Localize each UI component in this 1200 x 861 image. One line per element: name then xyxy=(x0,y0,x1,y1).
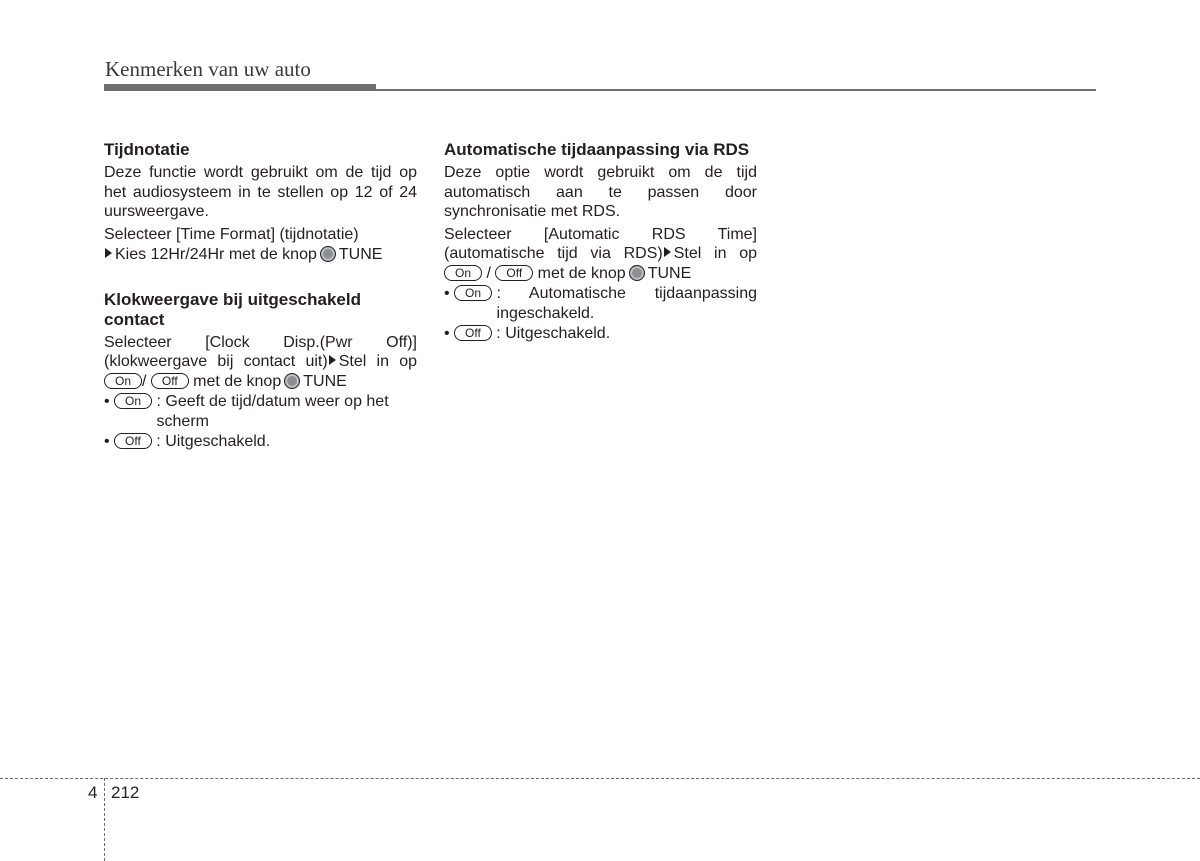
on-button-icon: On xyxy=(104,373,142,389)
instruction-paragraph xyxy=(444,225,757,284)
bullet-text: : Uitgeschakeld. xyxy=(496,325,611,342)
separator: / xyxy=(486,264,491,282)
off-button-icon: Off xyxy=(151,373,189,389)
bullet-item: • Off : Uitgeschakeld. xyxy=(104,432,417,452)
tune-label: TUNE xyxy=(303,372,347,390)
right-triangle-icon xyxy=(105,248,112,258)
paragraph: Deze functie wordt gebruikt om de tijd op het audiosysteem in te stellen op 12 of 24 uursweergave. xyxy=(104,164,417,220)
instruction-text: Selecteer [Automatic RDS Time] (automatische tijd via RDS) xyxy=(444,225,757,262)
on-button-icon: On xyxy=(454,285,492,301)
footer-dashed-rule xyxy=(0,778,1200,779)
left-column xyxy=(104,140,417,452)
tune-label: TUNE xyxy=(338,246,383,263)
instruction-text: Selecteer [Clock Disp.(Pwr Off)] (klokweergave bij contact uit) xyxy=(104,333,417,370)
right-triangle-icon xyxy=(329,355,336,365)
off-button-icon: Off xyxy=(454,325,492,341)
tune-label: TUNE xyxy=(647,264,692,282)
instruction-line xyxy=(104,245,417,265)
paragraph: Deze optie wordt gebruikt om de tijd automatisch aan te passen door synchronisatie met RDS. xyxy=(444,164,757,220)
bullet-text: : Geeft de tijd/datum weer op het scherm xyxy=(156,393,389,430)
on-button-icon: On xyxy=(444,265,482,281)
instruction-text: met de knop xyxy=(537,264,626,282)
header-rule-thin xyxy=(376,89,1096,91)
bullet-text: : Uitgeschakeld. xyxy=(156,433,271,450)
page-header-title: Kenmerken van uw auto xyxy=(105,57,311,81)
instruction-paragraph xyxy=(104,333,417,392)
off-button-icon: Off xyxy=(114,433,152,449)
section-title-time-format: Tijdnotatie xyxy=(104,140,190,159)
header-rule-thick xyxy=(104,84,376,91)
chapter-number: 4 xyxy=(88,783,98,802)
bullet-text: : Automatische tijdaanpassing ingeschakeld. xyxy=(496,285,757,322)
on-button-icon: On xyxy=(114,393,152,409)
instruction-text: met de knop xyxy=(193,372,282,390)
section-title-clock-display: Klokweergave bij uitgeschakeld contact xyxy=(104,289,361,329)
off-button-icon: Off xyxy=(495,265,533,281)
bullet-item: • Off : Uitgeschakeld. xyxy=(444,324,757,344)
instruction-text: Stel in op xyxy=(673,245,758,262)
instruction-text: Kies 12Hr/24Hr met de knop xyxy=(115,246,317,263)
bullet-item: • On : Automatische tijdaanpassing ingeschakeld. xyxy=(444,285,757,322)
tune-knob-icon xyxy=(320,246,336,262)
separator: / xyxy=(142,372,147,390)
footer-dashed-divider xyxy=(104,778,105,861)
tune-knob-icon xyxy=(629,265,645,281)
tune-knob-icon xyxy=(284,373,300,389)
bullet-item: • On : Geeft de tijd/datum weer op het scherm xyxy=(104,392,417,431)
right-column xyxy=(444,140,757,344)
right-triangle-icon xyxy=(664,247,671,257)
page-number: 212 xyxy=(111,783,140,802)
paragraph: Selecteer [Time Format] (tijdnotatie) xyxy=(104,225,359,243)
section-title-rds-time: Automatische tijdaanpassing via RDS xyxy=(444,140,750,159)
instruction-text: Stel in op xyxy=(338,353,418,370)
